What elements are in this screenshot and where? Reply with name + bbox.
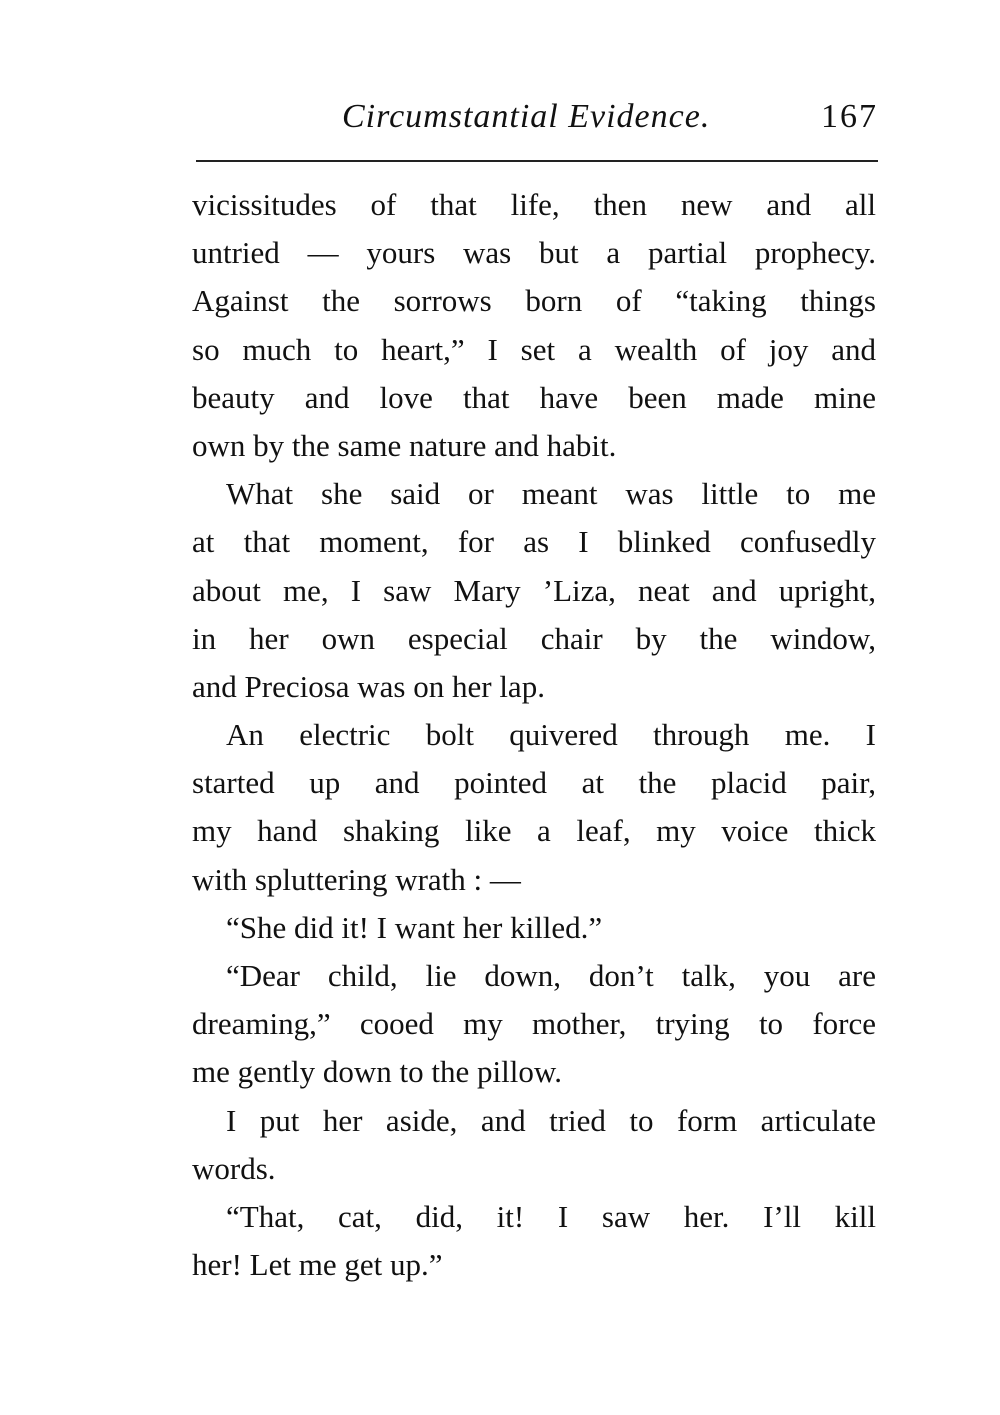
page-number: 167 [821, 98, 878, 135]
running-head [192, 98, 880, 148]
text-line: untried — yours was but a partial prophecy. [192, 235, 876, 271]
text-line: “She did it! I want her killed.” [226, 909, 603, 945]
text-line: “Dear child, lie down, don’t talk, you are [226, 958, 876, 993]
header-rule [196, 160, 878, 162]
text-line: dreaming,” cooed my mother, trying to force [192, 1006, 876, 1042]
text-line: at that moment, for as I blinked confusedly [192, 524, 876, 560]
text-line: started up and pointed at the placid pair, [192, 765, 876, 801]
text-line: I put her aside, and tried to form articulate [226, 1102, 876, 1138]
text-line: and Preciosa was on her lap. [192, 668, 545, 704]
text-line: me gently down to the pillow. [192, 1054, 562, 1090]
text-line: An electric bolt quivered through me. I [226, 717, 876, 753]
text-line: my hand shaking like a leaf, my voice thick [192, 813, 876, 849]
body-text [192, 181, 876, 1289]
text-line: so much to heart,” I set a wealth of joy and [192, 331, 876, 367]
text-line: What she said or meant was little to me [226, 476, 876, 512]
text-line: her! Let me get up.” [192, 1247, 443, 1283]
text-line: own by the same nature and habit. [192, 427, 617, 463]
running-title: Circumstantial Evidence. [342, 98, 711, 135]
text-line: about me, I saw Mary ’Liza, neat and upright, [192, 572, 876, 608]
text-line: words. [192, 1150, 276, 1186]
text-line: in her own especial chair by the window, [192, 620, 876, 656]
text-line: Against the sorrows born of “taking things [192, 283, 876, 319]
text-line: beauty and love that have been made mine [192, 379, 876, 415]
text-line: “That, cat, did, it! I saw her. I’ll kill [226, 1198, 876, 1234]
text-line: with spluttering wrath : — [192, 861, 521, 897]
text-line: vicissitudes of that life, then new and all [192, 187, 876, 222]
